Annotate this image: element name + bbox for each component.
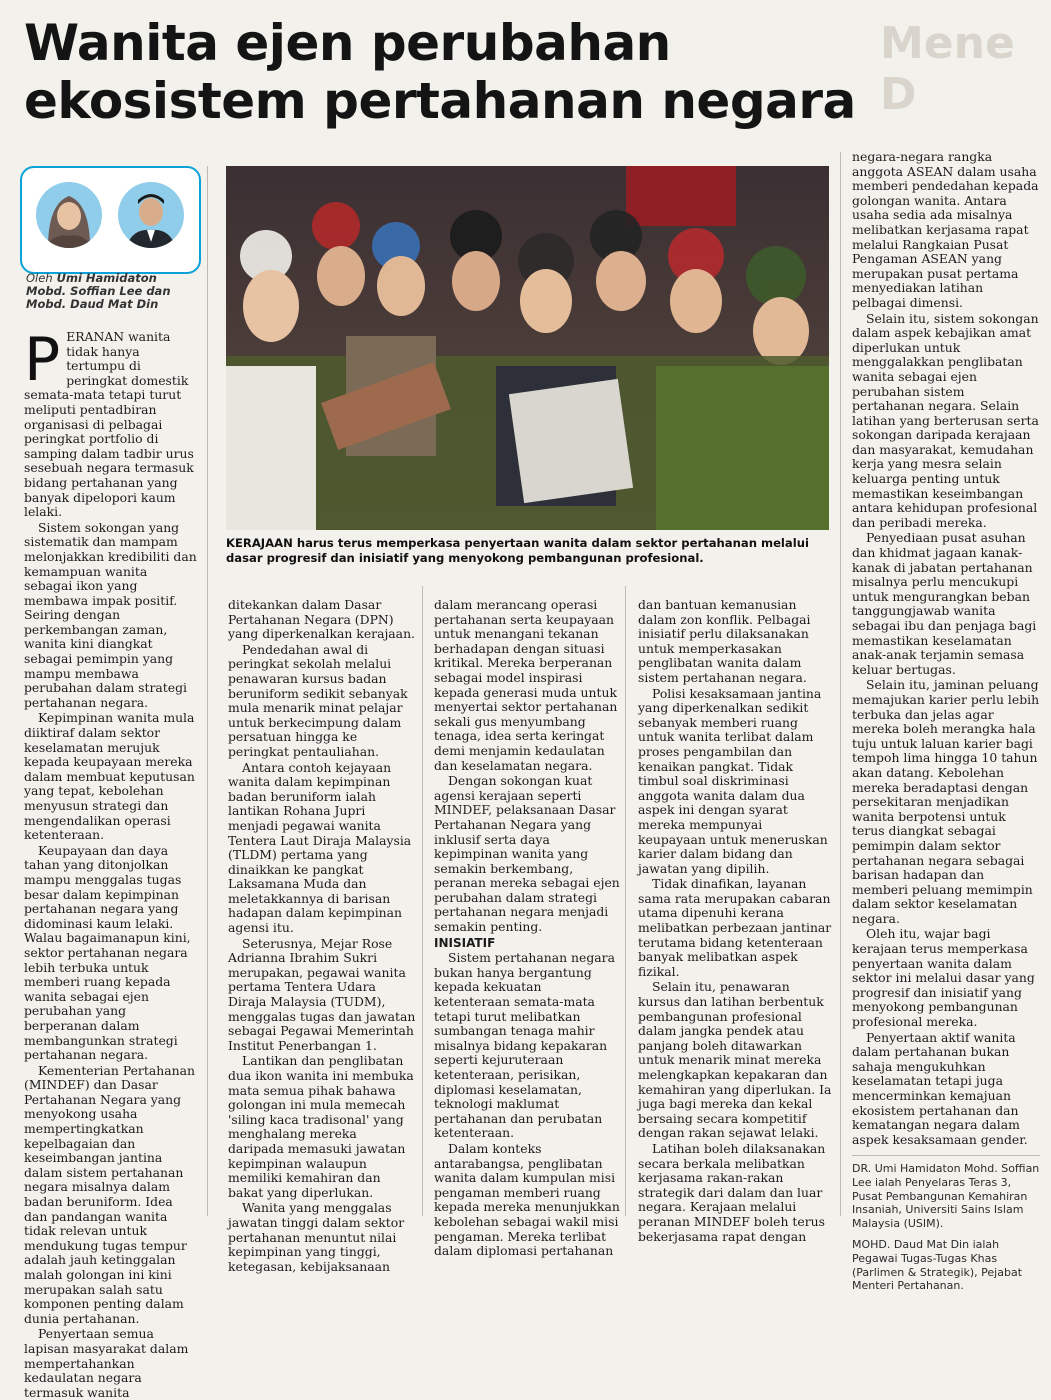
paragraph: Dalam konteks antarabangsa, penglibatan wanita dalam kumpulan misi pengaman memberi ruang kepada mereka menunjukkan kebolehan sebagai wakil misi pengaman. Mereka terlibat dalam diplomasi pertahanan	[434, 1140, 620, 1259]
paragraph: dan bantuan kemanusian dalam zon konflik. Pelbagai inisiatif perlu dilaksanakan untuk memperkasakan penglibatan wanita dalam sistem pertahanan negara.	[638, 597, 811, 685]
author-portrait-2	[118, 182, 184, 248]
author-photo-box	[20, 166, 201, 274]
paragraph	[24, 325, 199, 520]
paragraph: Dengan sokongan kuat agensi kerajaan seperti MINDEF, pelaksanaan Dasar Pertahanan Negara yang inklusif serta daya kepimpinan wanita yang semakin berkembang, peranan mereka sebagai ejen perubahan dalam strategi pertahanan negara menjadi semakin penting.	[434, 773, 620, 935]
paragraph: Kepimpinan wanita mula diiktiraf dalam sektor keselamatan merujuk kepada keupayaan mereka dalam membuat keputusan yang tepat, kebolehan menyusun strategi dan mengendalikan operasi ketenteraan.	[24, 710, 195, 843]
paragraph: Antara contoh kejayaan wanita dalam kepimpinan badan beruniform ialah lantikan Rohana Jupri menjadi pegawai wanita Tentera Laut Diraja Malaysia (TLDM) pertama yang dinaikkan ke pangkat Laksamana Muda dan meletakkannya di barisan hadapan dalam kepimpinan agensi itu.	[228, 759, 412, 936]
paragraph: Polisi kesaksamaan jantina yang diperkenalkan sedikit sebanyak memberi ruang untuk wanita terlibat dalam proses pengambilan dan kenaikan pangkat. Tidak timbul soal diskriminasi anggota wanita dalam dua aspek ini dengan syarat mereka mempunyai keupayaan untuk meneruskan karier dalam bidang dan jawatan yang dipilih.	[638, 685, 828, 876]
article-column-2	[228, 598, 416, 1274]
headline-line-1: Wanita ejen perubahan	[24, 14, 671, 72]
drop-cap: P	[24, 325, 61, 395]
paragraph: Kementerian Pertahanan (MINDEF) dan Dasar Pertahanan Negara yang menyokong usaha mempertingkatkan kepelbagaian dan keseimbangan jantina dalam sistem pertahanan negara misalnya dalam badan beruniform. Idea dan pandangan wanita tidak relevan untuk mendukung tugas tempur adalah jauh ketinggalan malah golongan ini kini merupakan salah satu komponen penting dalam dunia pertahanan.	[24, 1062, 195, 1326]
paragraph: Lantikan dan penglibatan dua ikon wanita ini membuka mata semua pihak bahawa golongan ini mula memecah 'siling kaca tradisonal' yang menghalang mereka daripada memasuki jawatan kepimpinan walaupun memiliki kemahiran dan bakat yang diperlukan.	[228, 1053, 414, 1200]
photo-caption	[226, 536, 826, 565]
paragraph: Penyertaan aktif wanita dalam pertahanan bukan sahaja mengukuhkan keselamatan tetapi juga mencerminkan kemajuan ekosistem pertahanan dan kematangan negara dalam aspek kesaksamaan gender.	[852, 1029, 1028, 1147]
paragraph: Penyediaan pusat asuhan dan khidmat jagaan kanak-kanak di jabatan pertahanan misalnya perlu mencukupi untuk mengurangkan beban tanggungjawab wanita sebagai ibu dan penjaga bagi memastikan keselamatan anak-anak terjamin semasa keluar bertugas.	[852, 530, 1037, 677]
paragraph: Penyertaan semua lapisan masyarakat dalam mempertahankan kedaulatan negara termasuk wanita	[24, 1326, 189, 1400]
article-column-4	[638, 598, 834, 1244]
bio-divider	[852, 1155, 1040, 1156]
paragraph: Selain itu, sistem sokongan dalam aspek kebajikan amat diperlukan untuk menggalakkan penglibatan wanita sebagai ejen perubahan sistem pertahanan negara. Selain latihan yang berterusan serta sokongan daripada kerajaan dan masyarakat, kemudahan kerja yang mesra selain keluarga penting untuk memastikan keseimbangan antara kehidupan profesional dan peribadi mereka.	[852, 310, 1039, 530]
author-bios	[852, 1162, 1040, 1292]
paragraph: Sistem sokongan yang sistematik dan mampam melonjakkan kredibiliti dan kemampuan wanita sebagai ikon yang membawa impak positif. Seiring dengan perkembangan zaman, wanita kini diangkat sebagai pemimpin yang mampu membawa perubahan dalam strategi pertahanan negara.	[24, 519, 197, 710]
caption-lead: KERAJAAN	[226, 536, 293, 550]
paragraph: Oleh itu, wajar bagi kerajaan terus memperkasa penyertaan wanita dalam sektor ini melalui dasar yang progresif dan inisiatif yang menyokong pembangunan profesional mereka.	[852, 926, 1035, 1030]
paragraph: Keupayaan dan daya tahan yang ditonjolkan mampu menggalas tugas besar dalam kepimpinan pertahanan negara yang didominasi kaum lelaki. Walau bagaimanapun kini, sektor pertahanan negara lebih terbuka untuk memberi ruang kepada wanita sebagai ejen perubahan yang berperanan dalam membangunkan strategi pertahanan negara.	[24, 842, 191, 1063]
paragraph: Seterusnya, Mejar Rose Adrianna Ibrahim Sukri merupakan, pegawai wanita pertama Tentera Udara Diraja Malaysia (TUDM), menggalas tugas dan jawatan sebagai Pegawai Memerintah Institut Penerbangan 1.	[228, 935, 416, 1053]
column-rule	[207, 166, 208, 1216]
bleed-through-text: Mene D	[880, 18, 1015, 120]
paragraph: negara-negara rangka anggota ASEAN dalam usaha memberi pendedahan kepada golongan wanita. Antara usaha sedia ada misalnya melibatkan kerjasama rapat melalui Rangkaian Pusat Pengaman ASEAN yang merupakan pusat pertama menyediakan latihan pelbagai dimensi.	[852, 149, 1039, 310]
paragraph: Selain itu, jaminan peluang memajukan karier perlu lebih terbuka dan jelas agar mereka boleh merangka hala tuju untuk laluan karier bagi tempoh lima hingga 10 tahun akan datang. Kebolehan mereka beradaptasi dengan persekitaran menjadikan wanita berpotensi untuk terus diangkat sebagai pemimpin dalam sektor pertahanan negara sebagai barisan hadapan dan memberi peluang memimpin dalam sektor keselamatan negara.	[852, 677, 1040, 926]
article-photo	[226, 166, 829, 530]
paragraph: Latihan boleh dilaksanakan secara berkala melibatkan kerjasama rakan-rakan strategik dari dalam dan luar negara. Kerajaan melalui peranan MINDEF boleh terus bekerjasama rapat dengan	[638, 1140, 826, 1244]
paragraph: Pendedahan awal di peringkat sekolah melalui penawaran kursus badan beruniform sedikit sebanyak mula menarik minat pelajar untuk berkecimpung dalam persatuan hingga ke peringkat pentauliahan.	[228, 641, 408, 759]
column-rule	[840, 152, 841, 1216]
author-avatar-2	[118, 182, 184, 248]
paragraph: Wanita yang menggalas jawatan tinggi dalam sektor pertahanan menuntut nilai kepimpinan yang tinggi, ketegasan, kebijaksanaan	[228, 1200, 405, 1274]
byline-authors: Umi Hamidaton Mobd. Soffian Lee dan Mobd. Daud Mat Din	[26, 271, 171, 311]
author-avatar-1	[36, 182, 102, 248]
byline-prefix: Oleh	[26, 271, 53, 285]
author-bio-1: DR. Umi Hamidaton Mohd. Soffian Lee ialah Penyelaras Teras 3, Pusat Pembangunan Kemahiran Insaniah, Universiti Sains Islam Malaysia (USIM).	[852, 1162, 1040, 1230]
paragraph: ditekankan dalam Dasar Pertahanan Negara (DPN) yang diperkenalkan kerajaan.	[228, 597, 415, 642]
section-subhead: INISIATIF	[434, 935, 496, 950]
headline	[24, 14, 884, 130]
paragraph: Sistem pertahanan negara bukan hanya bergantung kepada kekuatan ketenteraan semata-mata tetapi turut melibatkan sumbangan tenaga mahir misalnya bidang kepakaran seperti kejuruteraan ketenteraan, perisikan, diplomasi keselamatan, teknologi maklumat pertahanan dan perubatan ketenteraan.	[434, 950, 615, 1141]
headline-line-2: ekosistem pertahanan negara	[24, 72, 856, 130]
paragraph: dalam merancang operasi pertahanan serta keupayaan untuk menangani tekanan berhadapan dengan situasi kritikal. Mereka berperanan sebagai model inspirasi kepada generasi muda untuk menyertai sektor pertahanan sekali gus menyumbang tenaga, idea serta keringat demi menjamin kedaulatan dan keselamatan negara.	[434, 597, 618, 773]
paragraph: Selain itu, penawaran kursus dan latihan berbentuk pembangunan profesional dalam jangka pendek atau panjang boleh ditawarkan untuk menarik minat mereka melengkapkan kepakaran dan kemahiran yang diperlukan. Ia juga bagi mereka dan kekal bersaing secara kompetitif dengan rakan sejawat lelaki.	[638, 979, 832, 1141]
author-bio-2: MOHD. Daud Mat Din ialah Pegawai Tugas-Tugas Khas (Parlimen & Strategik), Pejabat Menteri Pertahanan.	[852, 1238, 1023, 1293]
article-column-5	[852, 150, 1040, 1293]
byline	[26, 272, 196, 311]
author-portrait-1	[36, 182, 102, 248]
column-rule	[422, 586, 423, 1216]
article-column-3	[434, 598, 620, 1259]
column-rule	[625, 586, 626, 1216]
caption-text: harus terus memperkasa penyertaan wanita dalam sektor pertahanan melalui dasar progresif dan inisiatif yang menyokong pembangunan profesional.	[226, 536, 809, 565]
photo-illustration	[226, 166, 829, 530]
article-column-1	[24, 325, 199, 1400]
paragraph: Tidak dinafikan, layanan sama rata merupakan cabaran utama dipenuhi kerana melibatkan perbezaan jantinar terutama bidang ketenteraan banyak melibatkan aspek fizikal.	[638, 876, 832, 979]
paragraph-text: ERANAN wanita tidak hanya tertumpu di peringkat domestik semata-mata tetapi turut meliputi pentadbiran organisasi di pelbagai peringkat portfolio di samping dalam tadbir urus sesebuah negara termasuk bidang pertahanan yang banyak dipelopori kaum lelaki.	[24, 329, 194, 520]
